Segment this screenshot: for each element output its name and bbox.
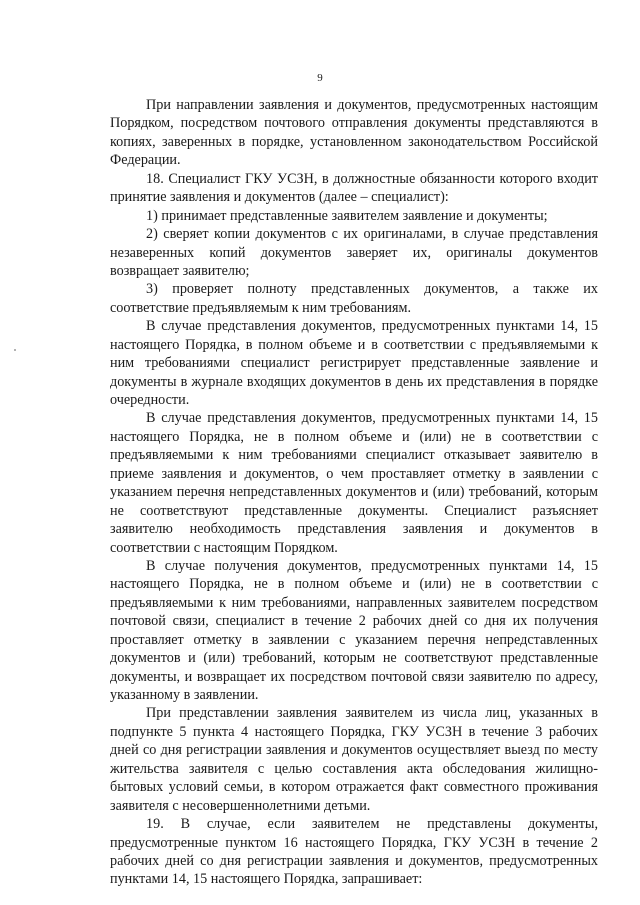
text-line: принятие заявления и документов (далее – специалист): — [110, 189, 449, 206]
page-number: 9 — [317, 72, 323, 84]
text-line: В случае представления документов, предусмотренных пунктами 14, 15 — [146, 410, 598, 427]
text-line: проставляет отметку в заявлении с указанием перечня непредставленных — [110, 631, 598, 648]
text-line: заявителя с несовершеннолетними детьми. — [110, 797, 371, 814]
text-line: возвращает заявителю; — [110, 262, 250, 279]
text-line: настоящего Порядка, не в полном объеме и (или) не в соответствии с — [110, 428, 598, 445]
text-line: соответствии с настоящим Порядком. — [110, 539, 338, 556]
scan-speck — [14, 349, 16, 351]
text-line: жительства заявителя с целью составления акта обследования жилищно- — [110, 760, 598, 777]
text-line: ним требованиями специалист регистрирует представленные заявление и — [110, 355, 598, 372]
text-line: соответствие предъявляемым к ним требованиям. — [110, 299, 412, 316]
text-line: очередности. — [110, 392, 190, 408]
text-body — [110, 96, 598, 889]
text-line: При представлении заявления заявителем из числа лиц, указанных в — [146, 705, 598, 722]
text-line: пунктами 14, 15 настоящего Порядка, запрашивает: — [110, 871, 423, 888]
text-line: предусмотренные пунктом 16 настоящего Порядка, ГКУ УСЗН в течение 2 — [110, 834, 598, 851]
text-line: В случае получения документов, предусмотренных пунктами 14, 15 — [146, 557, 598, 574]
text-line: 1) принимает представленные заявителем заявление и документы; — [146, 207, 548, 224]
text-line: В случае представления документов, предусмотренных пунктами 14, 15 — [146, 318, 598, 335]
text-line: не соответствуют представленные документы. Специалист разъясняет — [110, 502, 598, 519]
text-line: дней со дня регистрации заявления и документов осуществляет выезд по месту — [110, 742, 598, 759]
text-line: указанному в заявлении. — [110, 687, 259, 703]
text-line: рабочих дней со дня регистрации заявления и документов, предусмотренных — [110, 852, 598, 869]
text-line: настоящего Порядка, не в полном объеме и (или) не в соответствии с — [110, 576, 598, 593]
text-line: приеме заявления и документов, о чем проставляет отметку в заявлении с — [110, 465, 598, 482]
text-line: указанием перечня непредставленных документов и (или) требований, которым — [110, 484, 598, 501]
text-line: подпункте 5 пункта 4 настоящего Порядка, ГКУ УСЗН в течение 3 рабочих — [110, 723, 598, 740]
text-line: Федерации. — [110, 152, 181, 169]
text-line: заявителю необходимость представления заявления и документов в — [110, 521, 598, 538]
text-line: документов и (или) требований, которым не соответствуют представленные — [110, 650, 598, 667]
text-line: предъявляемыми к ним требованиями, направленных заявителем посредством — [110, 594, 598, 611]
text-line: 18. Специалист ГКУ УСЗН, в должностные обязанности которого входит — [146, 170, 598, 187]
text-line: Порядком, посредством почтового отправления документы представляются в — [110, 115, 598, 132]
text-line: незаверенных копий документов заверяет их, оригиналы документов — [110, 244, 598, 261]
text-line: почтовой связи, специалист в течение 2 рабочих дней со дня их получения — [110, 613, 598, 630]
text-line: копиях, заверенных в порядке, установленном законодательством Российской — [110, 133, 598, 150]
text-line: настоящего Порядка, в полном объеме и в соответствии с предъявляемыми к — [110, 336, 598, 353]
text-line: документы в журнале входящих документов в день их представления в порядке — [110, 373, 598, 390]
text-line: документы, и возвращает их посредством почтовой связи заявителю по адресу, — [110, 668, 598, 685]
text-line: 3) проверяет полноту представленных документов, а также их — [146, 281, 598, 298]
text-line: 19. В случае, если заявителем не представлены документы, — [146, 816, 598, 833]
text-line: бытовых условий семьи, в котором отражается факт совместного проживания — [110, 779, 598, 796]
text-line: 2) сверяет копии документов с их оригиналами, в случае представления — [146, 226, 598, 243]
text-line: предъявляемыми к ним требованиями специалист отказывает заявителю в — [110, 447, 598, 464]
text-line: При направлении заявления и документов, предусмотренных настоящим — [146, 97, 598, 113]
